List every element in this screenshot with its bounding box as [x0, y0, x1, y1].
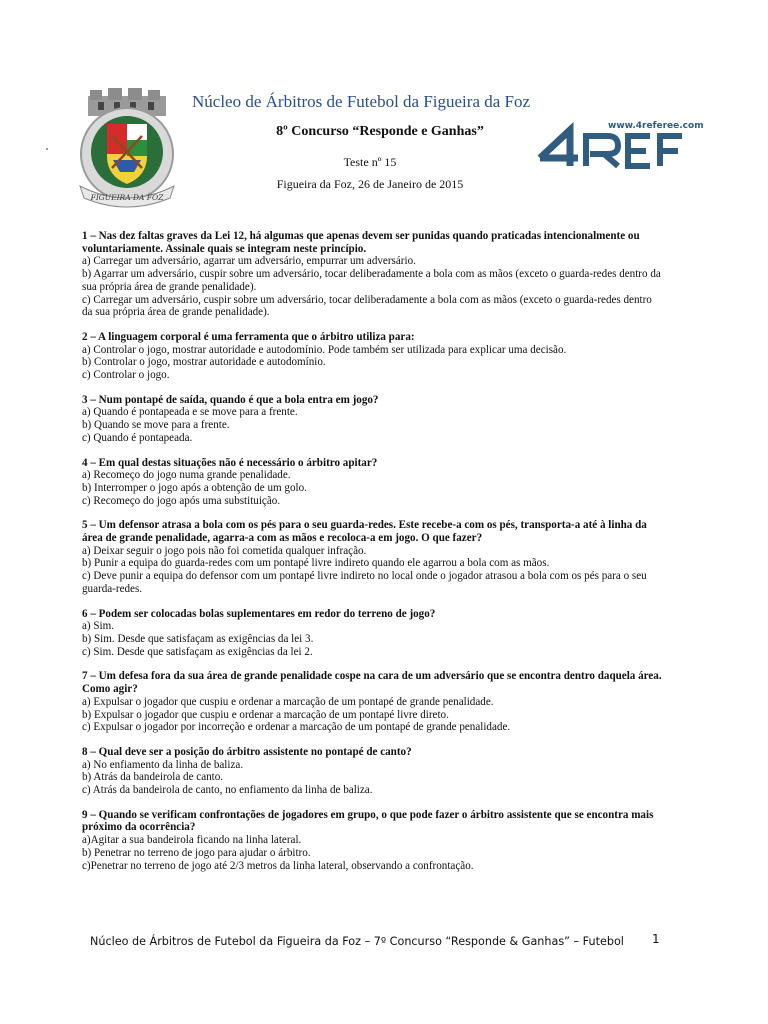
municipal-crest-logo [68, 88, 186, 206]
4referee-logo [538, 118, 704, 170]
question-text: 2 – A linguagem corporal é uma ferramenta que o árbitro utiliza para: [82, 330, 415, 343]
option-b: b) Expulsar o jogador que cuspiu e ordenar a marcação de um pontapé livre direto. [82, 708, 449, 721]
crest-banner-text: FIGUEIRA DA FOZ [90, 193, 164, 202]
question-text: 3 – Num pontapé de saída, quando é que a bola entra em jogo? [82, 393, 379, 406]
option-c: c) Controlar o jogo. [82, 369, 170, 382]
option-b: b) Controlar o jogo, mostrar autoridade e autodomínio. [82, 356, 326, 369]
question-5 [82, 519, 662, 595]
option-a: a) Quando é pontapeada e se move para a frente. [82, 406, 298, 419]
option-b: b) Agarrar um adversário, cuspir sobre um adversário, tocar deliberadamente a bola com as mãos (exceto o guarda-redes dentro da sua própria área de grande penalidade). [82, 268, 661, 293]
option-a: a) No enfiamento da linha de baliza. [82, 758, 244, 771]
option-c: c) Recomeço do jogo após uma substituição. [82, 494, 281, 507]
question-text: 7 – Um defesa fora da sua área de grande penalidade cospe na cara de um adversário que se encontra dentro daquela área. Como agir? [82, 670, 662, 696]
question-text: 6 – Podem ser colocadas bolas suplementares em redor do terreno de jogo? [82, 607, 436, 620]
option-c: c) Sim. Desde que satisfaçam as exigências da lei 2. [82, 645, 313, 658]
question-8 [82, 746, 662, 797]
contest-title: 8º Concurso “Responde e Ganhas” [276, 124, 484, 139]
question-text: 5 – Um defensor atrasa a bola com os pés para o seu guarda-redes. Este recebe-a com os pés, transporta-a até à linha da área de grande penalidade, agarra-a com as mãos e recoloca-a em jogo. O que fazer? [82, 519, 647, 545]
option-c: c)Penetrar no terreno de jogo até 2/3 metros da linha lateral, observando a confrontação. [82, 859, 474, 872]
option-c: c) Carregar um adversário, cuspir sobre um adversário, tocar deliberadamente a bola com as mãos (exceto o guarda-redes dentro da sua própria área de grande penalidade). [82, 293, 652, 319]
logo-url-text: www.4referee.com [608, 121, 704, 131]
stray-dot [46, 148, 48, 150]
option-b: b) Sim. Desde que satisfaçam as exigências da lei 3. [82, 632, 314, 645]
question-2 [82, 331, 662, 382]
option-a: a) Recomeço do jogo numa grande penalidade. [82, 469, 291, 482]
question-6 [82, 608, 662, 659]
question-9 [82, 809, 662, 873]
option-c: c) Quando é pontapeada. [82, 431, 193, 444]
option-c: c) Expulsar o jogador por incorreção e ordenar a marcação de um pontapé de grande penalidade. [82, 721, 511, 734]
option-b: b) Interromper o jogo após a obtenção de um golo. [82, 481, 307, 494]
question-text: 9 – Quando se verificam confrontações de jogadores em grupo, o que pode fazer o árbitro assistente que se encontra mais próximo da ocorrência? [82, 808, 654, 834]
questions-list [82, 230, 662, 884]
question-text: 1 – Nas dez faltas graves da Lei 12, há algumas que apenas devem ser punidas quando praticadas intencionalmente ou voluntariamente. Assinale quais se integram neste princípio. [82, 230, 640, 255]
option-b: b) Quando se move para a frente. [82, 419, 230, 432]
option-b: b) Punir a equipa do guarda-redes com um pontapé livre indireto quando ele agarrou a bola com as mãos. [82, 557, 550, 570]
option-a: a) Sim. [82, 620, 115, 633]
test-date: Figueira da Foz, 26 de Janeiro de 2015 [276, 177, 464, 191]
option-a: a)Agitar a sua bandeirola ficando na linha lateral. [82, 834, 302, 847]
option-a: a) Expulsar o jogador que cuspiu e ordenar a marcação de um pontapé de grande penalidade. [82, 695, 494, 708]
option-b: b) Penetrar no terreno de jogo para ajudar o árbitro. [82, 846, 311, 859]
test-number: Teste nº 15 [343, 155, 397, 169]
option-c: c) Deve punir a equipa do defensor com um pontapé livre indireto no local onde o jogador atrasou a bola com os pés para o seu guarda-redes. [82, 570, 647, 595]
option-c: c) Atrás da bandeirola de canto, no enfiamento da linha de baliza. [82, 784, 373, 797]
question-text: 4 – Em qual destas situações não é necessário o árbitro apitar? [82, 456, 378, 469]
page-footer: Núcleo de Árbitros de Futebol da Figueira da Foz – 7º Concurso “Responde & Ganhas” – Futebol [90, 935, 624, 948]
option-a: a) Carregar um adversário, agarrar um adversário, empurrar um adversário. [82, 255, 416, 268]
question-text: 8 – Qual deve ser a posição do árbitro assistente no pontapé de canto? [82, 745, 412, 758]
option-a: a) Deixar seguir o jogo pois não foi cometida qualquer infração. [82, 544, 367, 557]
question-7 [82, 670, 662, 734]
question-4 [82, 457, 662, 508]
question-1 [82, 230, 662, 319]
page-number: 1 [652, 932, 660, 946]
organization-title: Núcleo de Árbitros de Futebol da Figueira da Foz [192, 92, 531, 111]
option-a: a) Controlar o jogo, mostrar autoridade e autodomínio. Pode também ser utilizada para explicar uma decisão. [82, 343, 567, 356]
question-3 [82, 394, 662, 445]
option-b: b) Atrás da bandeirola de canto. [82, 771, 224, 784]
